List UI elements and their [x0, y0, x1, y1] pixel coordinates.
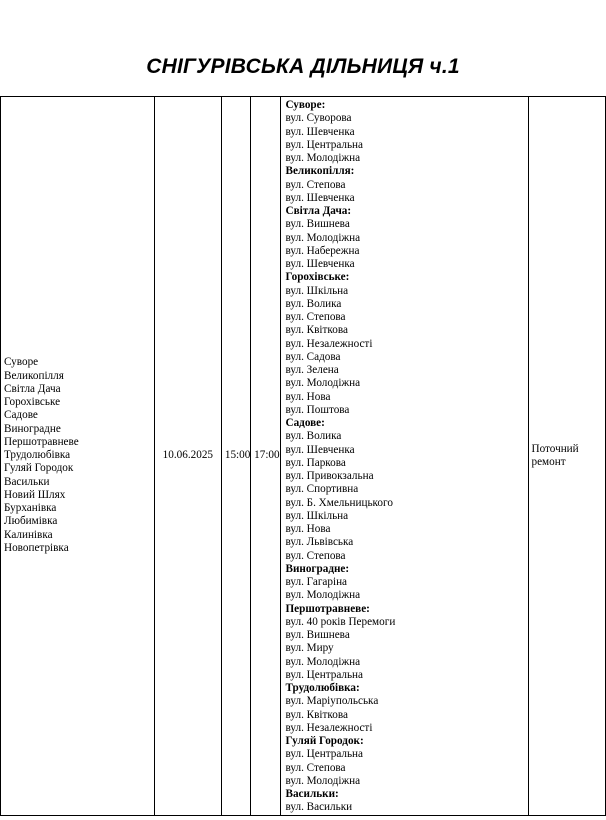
- street-item: вул. 40 років Перемоги: [285, 615, 396, 628]
- village-item: Новий Шлях: [4, 488, 66, 501]
- streets-list: [285, 99, 524, 815]
- street-item: вул. Суворова: [285, 112, 352, 125]
- settlement-heading: Садове:: [285, 417, 325, 429]
- village-item: Васильки: [4, 475, 50, 488]
- settlement-heading: Виноградне:: [285, 562, 350, 575]
- streets-cell: [281, 97, 528, 816]
- street-item: вул. Маріупольська: [285, 695, 379, 708]
- table-row: [1, 97, 606, 816]
- street-item: вул. Гагаріна: [285, 576, 348, 588]
- street-item: вул. Нова: [285, 390, 331, 403]
- street-item: вул. Миру: [285, 642, 334, 655]
- street-item: вул. Вишнева: [285, 218, 350, 231]
- settlement-heading: Першотравневе:: [285, 602, 370, 615]
- outage-table: [0, 96, 606, 820]
- street-item: вул. Центральна: [285, 138, 364, 151]
- street-item: вул. Шевченка: [285, 258, 355, 270]
- street-item: вул. Набережна: [285, 244, 360, 257]
- street-item: вул. Степова: [285, 549, 346, 562]
- street-item: вул. Молодіжна: [285, 377, 361, 390]
- street-item: вул. Садова: [285, 350, 341, 363]
- street-item: вул. Львівська: [285, 536, 354, 549]
- village-item: Першотравневе: [4, 435, 79, 448]
- street-item: вул. Молодіжна: [285, 774, 361, 787]
- street-item: вул. Паркова: [285, 456, 346, 469]
- street-item: вул. Б. Хмельницького: [285, 496, 393, 509]
- settlement-heading: Гуляй Городок:: [285, 735, 364, 747]
- date-cell: 10.06.2025: [154, 97, 221, 816]
- street-item: вул. Шкільна: [285, 509, 349, 522]
- street-item: вул. Шевченка: [285, 125, 355, 138]
- village-item: Горохівське: [4, 396, 61, 409]
- street-item: вул. Степова: [285, 761, 346, 774]
- street-item: вул. Молодіжна: [285, 152, 361, 164]
- street-item: вул. Молодіжна: [285, 655, 361, 668]
- street-item: вул. Вишнева: [285, 629, 350, 641]
- street-item: вул. Васильки: [285, 801, 353, 814]
- street-item: вул. Центральна: [285, 748, 364, 761]
- page-title: СНІГУРІВСЬКА ДІЛЬНИЦЯ ч.1: [146, 55, 460, 78]
- village-item: Любимівка: [4, 515, 58, 528]
- village-item: Калинівка: [4, 528, 53, 541]
- time-end-cell: 17:00: [251, 97, 281, 816]
- street-item: вул. Шевченка: [285, 191, 355, 204]
- street-item: вул. Шевченка: [285, 443, 355, 456]
- street-item: вул. Незалежності: [285, 337, 373, 350]
- village-item: Бурханівка: [4, 502, 57, 515]
- street-item: вул. Молодіжна: [285, 231, 361, 244]
- village-item: Новопетрівка: [4, 541, 69, 554]
- settlement-heading: Трудолюбівка:: [285, 682, 360, 694]
- street-item: вул. Квіткова: [285, 708, 348, 721]
- street-item: вул. Степова: [285, 178, 346, 191]
- street-item: вул. Шкільна: [285, 284, 349, 297]
- village-item: Трудолюбівка: [4, 449, 71, 462]
- street-item: вул. Привокзальна: [285, 470, 374, 482]
- settlement-heading: Горохівське:: [285, 271, 350, 284]
- street-item: вул. Волика: [285, 297, 342, 310]
- settlement-heading: Великопілля:: [285, 165, 355, 178]
- settlement-heading: Світла Дача:: [285, 205, 352, 217]
- villages-cell: [1, 97, 155, 816]
- street-item: вул. Поштова: [285, 403, 350, 416]
- street-item: вул. Степова: [285, 311, 346, 323]
- village-item: Суворе: [4, 356, 39, 369]
- village-item: Садове: [4, 409, 38, 422]
- street-item: вул. Волика: [285, 430, 342, 443]
- street-item: вул. Незалежності: [285, 721, 373, 734]
- street-item: вул. Нова: [285, 523, 331, 535]
- village-item: Світла Дача: [4, 382, 61, 395]
- village-item: Великопілля: [4, 369, 64, 382]
- settlement-heading: Суворе:: [285, 99, 326, 111]
- street-item: вул. Молодіжна: [285, 589, 361, 602]
- village-item: Гуляй Городок: [4, 462, 74, 475]
- time-start-cell: 15:00: [221, 97, 250, 816]
- outage-schedule-table: [0, 96, 606, 816]
- street-item: вул. Квіткова: [285, 324, 348, 337]
- village-item: Виноградне: [4, 422, 61, 435]
- villages-list: [4, 356, 151, 555]
- settlement-heading: Васильки:: [285, 788, 339, 800]
- street-item: вул. Спортивна: [285, 483, 359, 496]
- street-item: вул. Центральна: [285, 668, 364, 681]
- street-item: вул. Зелена: [285, 364, 339, 376]
- work-type-cell: Поточний ремонт: [528, 97, 606, 816]
